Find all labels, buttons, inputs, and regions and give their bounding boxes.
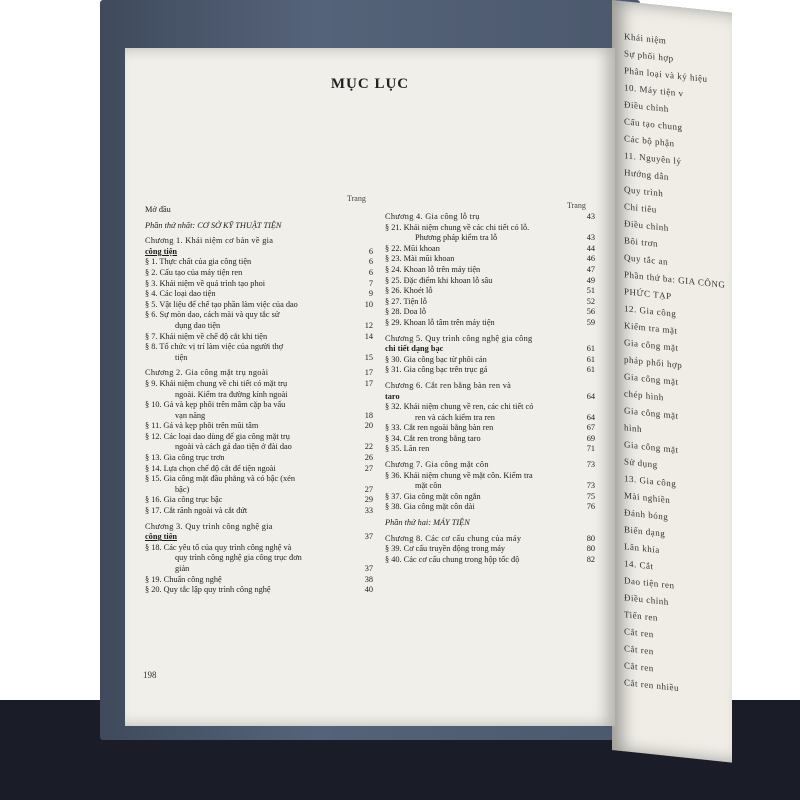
toc-entry-page: 46 xyxy=(586,254,595,264)
right-page-fragment: Gia công mặt xyxy=(624,405,679,421)
toc-entry-text: § 12. Các loại dao dùng để gia công mặt trụ xyxy=(145,431,290,441)
toc-entry xyxy=(385,223,595,234)
right-page-fragment: Cắt ren xyxy=(624,643,654,657)
toc-entry xyxy=(145,300,373,311)
toc-entry-text: § 8. Tổ chức vị trí làm việc của người thợ xyxy=(145,342,284,352)
toc-entry xyxy=(145,575,373,586)
toc-entry-text: § 35. Lăn ren xyxy=(385,444,430,454)
toc-entry-page: 40 xyxy=(364,585,373,595)
toc-entry-page: 80 xyxy=(586,533,595,543)
toc-entry xyxy=(145,390,373,401)
right-page-fragment: Điều chỉnh xyxy=(624,218,669,233)
right-page-fragment: Các bộ phận xyxy=(624,133,675,149)
toc-entry xyxy=(145,532,373,543)
right-page-fragment: Sự phối hợp xyxy=(624,48,674,64)
toc-entry xyxy=(385,481,595,492)
toc-entry-text: § 21. Khái niệm chung về các chi tiết có lỗ. xyxy=(385,222,530,232)
left-page xyxy=(125,48,615,726)
toc-entry-text: § 20. Quy tắc lập quy trình công nghệ xyxy=(145,585,271,595)
toc-entry-text: § 40. Các cơ cấu chung trong hộp tốc độ xyxy=(385,554,520,564)
toc-entry-page: 59 xyxy=(586,317,595,327)
toc-entry-page: 17 xyxy=(364,378,373,388)
toc-entry-text: § 2. Cấu tạo của máy tiện ren xyxy=(145,267,243,277)
toc-entry-text: § 15. Gia công mặt đầu phẳng và có bậc (xén xyxy=(145,474,295,484)
right-page-fragment: chép hình xyxy=(624,388,664,403)
toc-entry-page: 9 xyxy=(368,289,373,299)
toc-entry-page: 29 xyxy=(364,495,373,505)
toc-entry-text: Chương 7. Gia công mặt côn xyxy=(385,460,489,470)
toc-entry xyxy=(385,212,595,223)
right-page-fragment: Cắt ren xyxy=(624,626,654,640)
toc-entry xyxy=(145,553,373,564)
toc-entry xyxy=(385,265,595,276)
right-page-fragment: pháp phối hợp xyxy=(624,354,683,371)
toc-entry xyxy=(385,492,595,503)
toc-entry-text: § 38. Gia công mặt côn dài xyxy=(385,502,475,512)
right-page-fragment: Cấu tạo chung xyxy=(624,116,683,133)
toc-entry-page: 6 xyxy=(368,246,373,256)
toc-entry xyxy=(145,332,373,343)
toc-entry-text: quy trình công nghệ gia công trục đơn xyxy=(175,553,302,563)
toc-entry-page: 37 xyxy=(364,532,373,542)
toc-entry xyxy=(145,289,373,300)
toc-entry xyxy=(385,471,595,482)
toc-entry-page: 27 xyxy=(364,463,373,473)
toc-entry xyxy=(385,276,595,287)
toc-entry-text: § 27. Tiện lỗ xyxy=(385,296,427,306)
right-page-fragment: 14. Cắt xyxy=(624,558,654,572)
toc-entry-page: 43 xyxy=(586,233,595,243)
toc-entry-page: 6 xyxy=(368,257,373,267)
right-page-fragment: Bôi trơn xyxy=(624,235,659,249)
toc-entry-text: § 34. Cắt ren trong bằng taro xyxy=(385,433,481,443)
right-page-fragment: Lăn khía xyxy=(624,541,660,556)
toc-entry-text: § 5. Vật liệu để chế tạo phần làm việc của dao xyxy=(145,299,298,309)
toc-entry-page: 37 xyxy=(364,564,373,573)
toc-entry xyxy=(385,518,595,529)
toc-entry-page: 6 xyxy=(368,267,373,277)
toc-entry-text: chi tiết dạng bạc xyxy=(385,344,444,354)
toc-entry xyxy=(145,310,373,321)
toc-entry-page: 22 xyxy=(364,442,373,452)
toc-entry xyxy=(145,279,373,290)
toc-entry-page: 17 xyxy=(364,368,373,378)
toc-entry-text: § 28. Doa lỗ xyxy=(385,307,427,317)
toc-entry-text: § 19. Chuẩn công nghệ xyxy=(145,574,222,584)
right-page-fragment: Phần thứ ba: GIA CÔNG xyxy=(624,269,726,290)
toc-entry-text: § 31. Gia công bạc trên trục gá xyxy=(385,365,488,375)
toc-entry xyxy=(145,342,373,353)
toc-entry-text: giản xyxy=(175,564,190,573)
toc-entry-page: 33 xyxy=(364,506,373,516)
right-page-fragment: Điều chỉnh xyxy=(624,99,669,114)
toc-entry-text: ren và cách kiểm tra ren xyxy=(415,412,495,422)
toc-entry-text: § 37. Gia công mặt côn ngắn xyxy=(385,491,481,501)
toc-entry-text: § 13. Gia công trục trơn xyxy=(145,453,225,463)
toc-entry-text: bậc) xyxy=(175,484,190,494)
toc-entry-text: § 26. Khoét lỗ xyxy=(385,286,433,296)
toc-entry xyxy=(385,365,595,376)
toc-entry xyxy=(145,400,373,411)
toc-entry-text: § 33. Cắt ren ngoài bằng bàn ren xyxy=(385,423,494,433)
toc-entry xyxy=(145,321,373,332)
page-title: MỤC LỤC xyxy=(330,76,410,92)
right-page-fragment: 11. Nguyên lý xyxy=(624,150,682,167)
toc-entry-page: 15 xyxy=(364,352,373,362)
toc-entry-text: Chương 3. Quy trình công nghệ gia xyxy=(145,521,273,531)
toc-entry-page: 64 xyxy=(586,412,595,422)
right-page-fragment: 13. Gia công xyxy=(624,473,677,489)
toc-entry-text: taro xyxy=(385,391,400,401)
toc-entry xyxy=(385,502,595,513)
toc-entry xyxy=(145,485,373,496)
toc-entry-text: § 23. Mài mũi khoan xyxy=(385,254,455,264)
toc-entry xyxy=(145,353,373,364)
toc-entry-page: 64 xyxy=(586,391,595,401)
right-page xyxy=(612,0,732,763)
toc-entry-page: 61 xyxy=(586,344,595,354)
toc-entry-text: § 7. Khái niệm về chế độ cắt khi tiện xyxy=(145,331,268,341)
toc-entry-text: Phần thứ nhất: CƠ SỞ KỸ THUẬT TIỆN xyxy=(145,220,282,230)
toc-entry-page: 67 xyxy=(586,423,595,433)
toc-entry xyxy=(385,344,595,355)
toc-entry xyxy=(145,474,373,485)
toc-left-column xyxy=(145,205,373,596)
toc-entry xyxy=(385,413,595,424)
toc-entry xyxy=(385,307,595,318)
toc-entry-text: § 39. Cơ cấu truyền động trong máy xyxy=(385,544,506,554)
toc-entry-text: § 17. Cắt rãnh ngoài và cắt đứt xyxy=(145,506,248,516)
right-page-fragment: Chỉ tiêu xyxy=(624,201,657,215)
toc-entry-page: 27 xyxy=(364,484,373,494)
toc-entry-page: 26 xyxy=(364,453,373,463)
toc-entry xyxy=(145,506,373,517)
toc-entry xyxy=(385,402,595,413)
toc-entry xyxy=(145,453,373,464)
toc-entry xyxy=(145,221,373,232)
toc-entry-text: § 1. Thực chất của gia công tiện xyxy=(145,257,252,267)
right-page-fragment: Hướng dẫn xyxy=(624,167,669,182)
toc-entry-page: 10 xyxy=(364,299,373,309)
toc-entry-page: 47 xyxy=(586,264,595,274)
toc-entry-page: 73 xyxy=(586,460,595,470)
toc-entry-text: § 11. Gá và kẹp phôi trên mũi tâm xyxy=(145,421,259,431)
toc-entry-text: § 6. Sự mòn dao, cách mài và quy tắc sử xyxy=(145,310,280,320)
toc-entry-text: ngoài và cách gá dao tiện ở đài dao xyxy=(175,442,292,452)
toc-entry-page: 76 xyxy=(586,502,595,512)
toc-entry-text: Chương 8. Các cơ cấu chung của máy xyxy=(385,533,522,543)
toc-entry-text: § 29. Khoan lỗ tâm trên máy tiện xyxy=(385,317,495,327)
toc-entry-text: § 22. Mũi khoan xyxy=(385,243,440,253)
toc-entry-text: § 14. Lựa chọn chế độ cắt để tiện ngoài xyxy=(145,463,276,473)
toc-entry-text: dụng dao tiện xyxy=(175,320,221,330)
toc-entry xyxy=(385,318,595,329)
toc-entry xyxy=(385,244,595,255)
toc-entry-text: Chương 1. Khái niệm cơ bản về gia xyxy=(145,236,274,246)
toc-entry-text: Chương 2. Gia công mặt trụ ngoài xyxy=(145,368,269,378)
toc-entry-text: công tiện xyxy=(145,532,178,542)
toc-entry-page: 75 xyxy=(586,491,595,501)
toc-entry-text: § 3. Khái niệm về quá trình tạo phoi xyxy=(145,278,266,288)
right-page-fragment: 10. Máy tiện v xyxy=(624,82,684,99)
toc-entry xyxy=(385,297,595,308)
right-page-fragment: Biến dạng xyxy=(624,524,666,539)
right-page-fragment: Kiểm tra mặt xyxy=(624,320,678,336)
toc-entry xyxy=(385,392,595,403)
right-page-fragment: Quy trình xyxy=(624,184,664,199)
right-page-fragment: Cắt ren nhiều xyxy=(624,677,679,694)
toc-entry xyxy=(145,432,373,443)
toc-entry-page: 80 xyxy=(586,544,595,554)
toc-entry xyxy=(385,444,595,455)
right-page-fragment: Tiến ren xyxy=(624,609,658,623)
toc-entry xyxy=(385,544,595,555)
toc-entry-text: công tiện xyxy=(145,246,178,256)
toc-entry-page: 52 xyxy=(586,296,595,306)
right-page-fragment: Khái niệm xyxy=(624,31,667,46)
toc-entry-text: Chương 4. Gia công lỗ trụ xyxy=(385,212,480,221)
toc-entry-text: § 9. Khái niệm chung về chi tiết có mặt trụ xyxy=(145,378,288,388)
toc-entry xyxy=(145,543,373,554)
toc-entry xyxy=(145,585,373,596)
toc-entry-text: § 32. Khái niệm chung về ren, các chi tiết có xyxy=(385,402,534,412)
toc-entry xyxy=(145,257,373,268)
toc-entry-text: § 36. Khái niệm chung về mặt côn. Kiểm tra xyxy=(385,470,533,480)
toc-entry-page: 56 xyxy=(586,307,595,317)
toc-entry-text: Chương 5. Quy trình công nghệ gia công xyxy=(385,333,533,343)
toc-entry-text: § 24. Khoan lỗ trên máy tiện xyxy=(385,264,481,274)
toc-entry-page: 7 xyxy=(368,278,373,288)
right-page-fragment: Dao tiện ren xyxy=(624,575,675,591)
toc-entry xyxy=(385,460,595,471)
right-page-fragment: Cắt ren xyxy=(624,660,654,674)
toc-entry-text: § 30. Gia công bạc từ phôi cán xyxy=(385,354,487,364)
toc-entry xyxy=(385,555,595,566)
toc-entry-text: tiện xyxy=(175,352,188,362)
toc-entry xyxy=(145,442,373,453)
toc-entry-text: Phương pháp kiểm tra lỗ xyxy=(415,233,498,243)
toc-entry-page: 71 xyxy=(586,444,595,454)
toc-entry xyxy=(385,423,595,434)
toc-entry xyxy=(145,236,373,247)
toc-entry-page: 12 xyxy=(364,320,373,330)
toc-entry xyxy=(145,247,373,258)
toc-entry-page: 73 xyxy=(586,481,595,491)
right-page-fragment: Quy tắc an xyxy=(624,252,668,267)
toc-entry xyxy=(145,368,373,379)
page-number: 198 xyxy=(143,670,157,680)
toc-entry-page: 51 xyxy=(586,286,595,296)
toc-entry xyxy=(385,534,595,545)
toc-entry xyxy=(385,233,595,244)
toc-entry-text: § 25. Đặc điểm khi khoan lỗ sâu xyxy=(385,275,493,285)
toc-entry-text: Phần thứ hai: MÁY TIỆN xyxy=(385,518,470,528)
toc-entry-page: 49 xyxy=(586,275,595,285)
toc-entry-page: 69 xyxy=(586,433,595,443)
right-page-fragment: Đánh bóng xyxy=(624,507,669,522)
toc-entry-text: § 4. Các loại dao tiện xyxy=(145,289,216,299)
toc-entry-page: 20 xyxy=(364,421,373,431)
toc-entry-page: 44 xyxy=(586,243,595,253)
toc-entry-text: § 18. Các yêu tố của quy trình công nghệ và xyxy=(145,542,292,552)
toc-entry xyxy=(385,254,595,265)
right-page-fragment: Gia công mặt xyxy=(624,337,679,353)
toc-entry xyxy=(145,411,373,422)
toc-entry xyxy=(385,334,595,345)
toc-entry-text: § 10. Gá và kẹp phôi trên mâm cặp ba vấu xyxy=(145,400,286,410)
toc-entry xyxy=(145,421,373,432)
toc-right-column xyxy=(385,212,595,565)
toc-entry-text: ngoài. Kiểm tra đường kính ngoài xyxy=(175,389,288,399)
toc-entry-page: 18 xyxy=(364,410,373,420)
right-page-fragment: Sử dụng xyxy=(624,456,658,470)
right-page-fragment: Phân loại và ký hiệu xyxy=(624,65,708,85)
toc-entry xyxy=(385,434,595,445)
toc-entry xyxy=(145,379,373,390)
toc-entry-page: 38 xyxy=(364,574,373,584)
toc-entry xyxy=(145,205,373,216)
trang-label-left: Trang xyxy=(347,194,366,203)
toc-entry-text: vạn năng xyxy=(175,410,206,420)
right-page-fragment: PHỨC TẠP xyxy=(624,286,672,302)
toc-entry xyxy=(145,564,373,575)
right-page-fragment: Mài nghiền xyxy=(624,490,671,506)
toc-entry xyxy=(145,464,373,475)
toc-entry-page: 43 xyxy=(586,212,595,221)
right-page-fragment: 12. Gia công xyxy=(624,303,677,319)
right-page-fragment: Gia công mặt xyxy=(624,439,679,455)
toc-entry xyxy=(385,381,595,392)
toc-entry-text: mặt côn xyxy=(415,481,442,491)
toc-entry-page: 14 xyxy=(364,331,373,341)
toc-entry xyxy=(145,495,373,506)
toc-entry-page: 82 xyxy=(586,554,595,564)
toc-entry xyxy=(385,355,595,366)
right-page-fragment: hình xyxy=(624,422,643,435)
toc-entry-page: 61 xyxy=(586,354,595,364)
right-page-fragment: Điều chỉnh xyxy=(624,592,669,607)
trang-label-right: Trang xyxy=(567,201,586,210)
toc-entry-text: Mở đầu xyxy=(145,205,171,214)
toc-entry-text: Chương 6. Cắt ren bằng bàn ren và xyxy=(385,380,512,390)
toc-entry xyxy=(145,268,373,279)
toc-entry-page: 61 xyxy=(586,365,595,375)
toc-entry xyxy=(385,286,595,297)
toc-entry-text: § 16. Gia công trục bậc xyxy=(145,495,223,505)
right-page-fragment: Gia công mặt xyxy=(624,371,679,387)
toc-entry xyxy=(145,522,373,533)
